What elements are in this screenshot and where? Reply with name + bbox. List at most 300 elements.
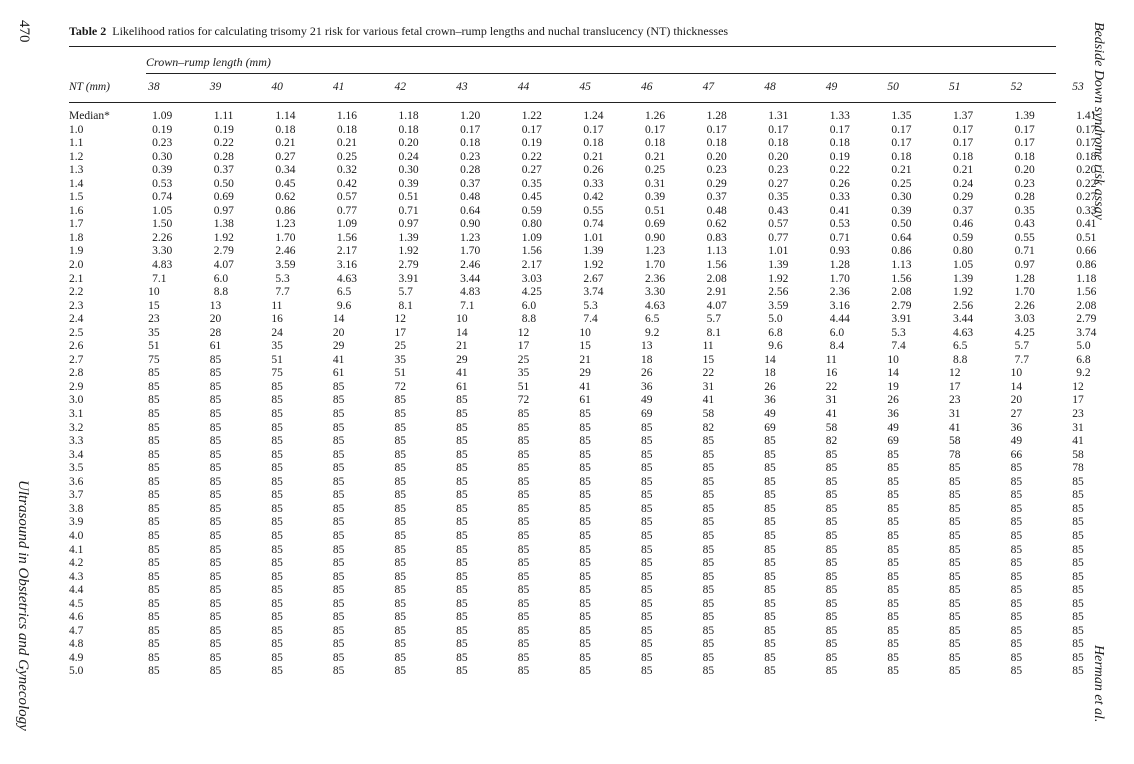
likelihood-ratio-cell: 0.21 <box>891 164 912 177</box>
nt-value: 1.4 <box>69 177 84 190</box>
table-row <box>69 300 1134 314</box>
likelihood-ratio-cell: 1.56 <box>706 259 727 272</box>
likelihood-ratio-cell: 85 <box>579 543 591 556</box>
likelihood-ratio-cell: 0.29 <box>706 177 727 190</box>
likelihood-ratio-cell: 85 <box>209 367 222 380</box>
likelihood-ratio-cell: 0.18 <box>953 150 974 163</box>
likelihood-ratio-cell: 0.42 <box>336 177 358 190</box>
likelihood-ratio-cell: 85 <box>148 408 160 421</box>
likelihood-ratio-cell: 61 <box>209 340 222 353</box>
likelihood-ratio-cell: 85 <box>825 624 838 637</box>
likelihood-ratio-cell: 58 <box>949 435 961 448</box>
likelihood-ratio-cell: 0.55 <box>1014 231 1035 244</box>
column-header-crl: 46 <box>640 81 653 94</box>
table-row <box>69 638 1134 652</box>
likelihood-ratio-cell: 85 <box>640 651 653 664</box>
likelihood-ratio-cell: 0.22 <box>521 150 542 163</box>
table-row <box>69 164 1134 178</box>
likelihood-ratio-cell: 1.92 <box>768 272 789 285</box>
likelihood-ratio-cell: 0.23 <box>1014 177 1035 190</box>
table-row <box>69 218 1134 232</box>
likelihood-ratio-cell: 0.55 <box>583 204 604 217</box>
likelihood-ratio-cell: 75 <box>148 353 160 366</box>
likelihood-ratio-cell: 85 <box>1010 665 1023 678</box>
likelihood-ratio-cell: 85 <box>825 665 838 678</box>
likelihood-ratio-cell: 85 <box>394 529 407 542</box>
likelihood-ratio-cell: 85 <box>209 489 222 502</box>
likelihood-ratio-cell: 4.07 <box>706 299 727 312</box>
nt-value: 4.3 <box>69 570 84 583</box>
likelihood-ratio-cell: 2.46 <box>460 259 481 272</box>
likelihood-ratio-cell: 85 <box>949 557 961 570</box>
likelihood-ratio-cell: 8.1 <box>706 326 721 339</box>
likelihood-ratio-cell: 14 <box>764 353 776 366</box>
likelihood-ratio-cell: 0.25 <box>644 164 666 177</box>
likelihood-ratio-cell: 85 <box>1072 597 1084 610</box>
likelihood-ratio-cell: 85 <box>1072 584 1084 597</box>
table-row <box>69 137 1134 151</box>
likelihood-ratio-cell: 0.17 <box>953 123 974 136</box>
likelihood-ratio-cell: 85 <box>209 665 222 678</box>
likelihood-ratio-cell: 85 <box>825 448 838 461</box>
likelihood-ratio-cell: 85 <box>825 611 838 624</box>
table-row <box>69 110 1134 124</box>
likelihood-ratio-cell: 85 <box>949 529 961 542</box>
likelihood-ratio-cell: 5.0 <box>768 313 783 326</box>
likelihood-ratio-cell: 0.97 <box>213 204 234 217</box>
likelihood-ratio-cell: 0.71 <box>398 204 419 217</box>
likelihood-ratio-cell: 85 <box>517 475 530 488</box>
likelihood-ratio-cell: 1.14 <box>275 110 296 122</box>
likelihood-ratio-cell: 85 <box>456 394 468 407</box>
likelihood-ratio-cell: 0.62 <box>275 191 296 204</box>
likelihood-ratio-cell: 0.18 <box>1076 150 1097 163</box>
likelihood-ratio-cell: 5.7 <box>398 286 413 299</box>
likelihood-ratio-cell: 1.92 <box>953 286 974 299</box>
likelihood-ratio-cell: 20 <box>1010 394 1023 407</box>
likelihood-ratio-cell: 0.21 <box>953 164 974 177</box>
table-row <box>69 259 1134 273</box>
nt-value: 2.0 <box>69 259 84 272</box>
likelihood-ratio-cell: 0.51 <box>644 204 666 217</box>
likelihood-ratio-cell: 85 <box>1010 516 1023 529</box>
table-row <box>69 245 1134 259</box>
likelihood-ratio-cell: 85 <box>887 502 899 515</box>
likelihood-ratio-cell: 85 <box>764 448 776 461</box>
likelihood-ratio-cell: 24 <box>271 326 283 339</box>
likelihood-ratio-cell: 1.56 <box>891 272 912 285</box>
table-label: Table 2 <box>69 24 107 38</box>
likelihood-ratio-cell: 85 <box>702 435 715 448</box>
likelihood-ratio-cell: 0.22 <box>213 137 234 150</box>
likelihood-ratio-cell: 29 <box>579 367 591 380</box>
likelihood-ratio-cell: 0.59 <box>521 204 542 217</box>
likelihood-ratio-cell: 1.09 <box>521 231 542 244</box>
likelihood-ratio-cell: 2.79 <box>398 259 419 272</box>
likelihood-ratio-cell: 2.79 <box>891 299 912 312</box>
table-row <box>69 665 1134 679</box>
likelihood-ratio-cell: 85 <box>764 611 776 624</box>
likelihood-ratio-cell: 85 <box>271 529 283 542</box>
likelihood-ratio-cell: 0.19 <box>521 137 542 150</box>
likelihood-ratio-cell: 20 <box>209 313 222 326</box>
likelihood-ratio-cell: 85 <box>702 665 715 678</box>
likelihood-ratio-cell: 0.90 <box>460 218 481 231</box>
likelihood-ratio-cell: 14 <box>456 326 468 339</box>
likelihood-ratio-cell: 85 <box>148 651 160 664</box>
likelihood-ratio-cell: 85 <box>332 624 345 637</box>
likelihood-ratio-cell: 85 <box>949 543 961 556</box>
likelihood-ratio-cell: 1.37 <box>953 110 974 122</box>
likelihood-ratio-cell: 1.31 <box>768 110 789 122</box>
nt-value: 2.5 <box>69 326 84 339</box>
likelihood-ratio-cell: 0.22 <box>1076 177 1097 190</box>
likelihood-ratio-cell: 18 <box>764 367 776 380</box>
likelihood-ratio-cell: 85 <box>332 380 345 393</box>
likelihood-ratio-cell: 85 <box>1010 489 1023 502</box>
likelihood-ratio-cell: 85 <box>394 435 407 448</box>
likelihood-ratio-cell: 85 <box>332 448 345 461</box>
column-header-row <box>69 80 1134 102</box>
likelihood-ratio-cell: 85 <box>394 516 407 529</box>
likelihood-ratio-cell: 0.66 <box>1076 245 1097 258</box>
likelihood-ratio-cell: 85 <box>579 529 591 542</box>
likelihood-ratio-cell: 85 <box>456 543 468 556</box>
likelihood-ratio-cell: 85 <box>640 624 653 637</box>
likelihood-ratio-cell: 49 <box>764 408 776 421</box>
likelihood-ratio-cell: 1.70 <box>275 231 296 244</box>
likelihood-ratio-cell: 0.90 <box>644 231 666 244</box>
likelihood-ratio-cell: 85 <box>764 597 776 610</box>
likelihood-ratio-cell: 61 <box>456 380 468 393</box>
likelihood-ratio-cell: 0.51 <box>398 191 419 204</box>
likelihood-ratio-cell: 8.1 <box>398 299 413 312</box>
likelihood-ratio-cell: 85 <box>209 353 222 366</box>
nt-value: 3.1 <box>69 408 84 421</box>
likelihood-ratio-cell: 85 <box>579 557 591 570</box>
likelihood-ratio-cell: 85 <box>209 611 222 624</box>
likelihood-ratio-cell: 85 <box>209 394 222 407</box>
likelihood-ratio-cell: 1.20 <box>460 110 481 122</box>
likelihood-ratio-cell: 6.0 <box>213 272 229 285</box>
likelihood-ratio-cell: 85 <box>456 611 468 624</box>
likelihood-ratio-cell: 85 <box>825 502 838 515</box>
likelihood-ratio-cell: 85 <box>825 638 838 651</box>
likelihood-ratio-cell: 85 <box>517 597 530 610</box>
likelihood-ratio-cell: 41 <box>332 353 345 366</box>
likelihood-ratio-cell: 4.63 <box>644 299 666 312</box>
likelihood-ratio-cell: 13 <box>209 299 222 312</box>
table-row <box>69 489 1134 503</box>
likelihood-ratio-cell: 6.5 <box>644 313 660 326</box>
likelihood-ratio-cell: 0.53 <box>829 218 850 231</box>
nt-value: 1.7 <box>69 218 84 231</box>
likelihood-ratio-cell: 85 <box>579 624 591 637</box>
likelihood-ratio-cell: 85 <box>764 570 776 583</box>
likelihood-ratio-cell: 85 <box>332 516 345 529</box>
column-header-crl: 41 <box>332 81 345 94</box>
table-row <box>69 205 1134 219</box>
likelihood-ratio-cell: 0.18 <box>891 150 912 163</box>
likelihood-ratio-cell: 85 <box>394 624 407 637</box>
likelihood-ratio-cell: 51 <box>271 353 283 366</box>
likelihood-ratio-cell: 0.48 <box>460 191 481 204</box>
nt-value: 4.5 <box>69 597 84 610</box>
likelihood-ratio-cell: 0.17 <box>953 137 974 150</box>
likelihood-ratio-cell: 49 <box>887 421 899 434</box>
likelihood-ratio-cell: 0.28 <box>1014 191 1035 204</box>
nt-value: 3.8 <box>69 502 84 515</box>
likelihood-ratio-cell: 19 <box>887 380 899 393</box>
table-row <box>69 340 1134 354</box>
likelihood-ratio-cell: 22 <box>702 367 715 380</box>
likelihood-ratio-cell: 18 <box>640 353 653 366</box>
likelihood-ratio-cell: 85 <box>640 557 653 570</box>
likelihood-ratio-cell: 85 <box>640 584 653 597</box>
likelihood-ratio-cell: 85 <box>949 462 961 475</box>
likelihood-ratio-cell: 85 <box>271 421 283 434</box>
likelihood-ratio-cell: 85 <box>332 651 345 664</box>
likelihood-ratio-cell: 85 <box>949 665 961 678</box>
likelihood-ratio-cell: 85 <box>1072 502 1084 515</box>
likelihood-ratio-cell: 10 <box>1010 367 1023 380</box>
likelihood-ratio-cell: 49 <box>640 394 653 407</box>
likelihood-ratio-cell: 0.20 <box>768 150 789 163</box>
likelihood-ratio-cell: 85 <box>702 475 715 488</box>
likelihood-ratio-cell: 85 <box>394 543 407 556</box>
likelihood-ratio-cell: 85 <box>1010 611 1023 624</box>
table-row <box>69 571 1134 585</box>
likelihood-ratio-cell: 9.2 <box>644 326 660 339</box>
likelihood-ratio-cell: 2.79 <box>213 245 234 258</box>
likelihood-ratio-cell: 2.91 <box>706 286 727 299</box>
likelihood-ratio-cell: 85 <box>640 489 653 502</box>
nt-value: 3.0 <box>69 394 84 407</box>
row-header: NT (mm) <box>69 81 111 94</box>
likelihood-ratio-cell: 0.20 <box>1014 164 1035 177</box>
likelihood-ratio-cell: 85 <box>949 597 961 610</box>
column-header-crl: 49 <box>825 81 838 94</box>
likelihood-ratio-cell: 85 <box>271 584 283 597</box>
nt-value: 1.3 <box>69 164 84 177</box>
likelihood-ratio-cell: 85 <box>394 489 407 502</box>
likelihood-ratio-cell: 35 <box>271 340 283 353</box>
likelihood-ratio-cell: 85 <box>949 502 961 515</box>
likelihood-ratio-cell: 85 <box>1072 489 1084 502</box>
likelihood-ratio-cell: 2.46 <box>275 245 296 258</box>
nt-value: 4.4 <box>69 584 84 597</box>
likelihood-ratio-cell: 85 <box>517 611 530 624</box>
likelihood-ratio-cell: 0.34 <box>275 164 296 177</box>
likelihood-ratio-cell: 85 <box>517 516 530 529</box>
likelihood-ratio-cell: 85 <box>456 475 468 488</box>
likelihood-ratio-cell: 85 <box>456 597 468 610</box>
likelihood-ratio-cell: 2.36 <box>644 272 666 285</box>
likelihood-ratio-cell: 85 <box>332 475 345 488</box>
likelihood-ratio-cell: 10 <box>148 286 160 299</box>
likelihood-ratio-cell: 85 <box>1010 529 1023 542</box>
likelihood-ratio-cell: 1.23 <box>644 245 666 258</box>
likelihood-ratio-cell: 26 <box>887 394 899 407</box>
likelihood-ratio-cell: 6.8 <box>768 326 783 339</box>
table-row <box>69 435 1134 449</box>
likelihood-ratio-cell: 0.18 <box>336 123 358 136</box>
likelihood-ratio-cell: 61 <box>579 394 591 407</box>
nt-value: 1.9 <box>69 245 84 258</box>
likelihood-ratio-cell: 1.39 <box>398 231 419 244</box>
nt-value: 3.7 <box>69 489 84 502</box>
likelihood-ratio-cell: 85 <box>517 557 530 570</box>
likelihood-ratio-cell: 51 <box>394 367 407 380</box>
likelihood-ratio-cell: 0.19 <box>213 123 234 136</box>
likelihood-ratio-cell: 85 <box>702 516 715 529</box>
likelihood-ratio-cell: 1.39 <box>953 272 974 285</box>
likelihood-ratio-cell: 85 <box>579 408 591 421</box>
likelihood-ratio-cell: 1.50 <box>152 218 173 231</box>
column-header-crl: 50 <box>887 81 899 94</box>
likelihood-ratio-cell: 5.7 <box>1014 340 1029 353</box>
likelihood-ratio-cell: 0.51 <box>1076 231 1097 244</box>
likelihood-ratio-cell: 0.23 <box>706 164 727 177</box>
nt-value: 3.6 <box>69 475 84 488</box>
likelihood-ratio-cell: 85 <box>764 489 776 502</box>
likelihood-ratio-cell: 0.17 <box>583 123 604 136</box>
likelihood-ratio-cell: 0.45 <box>275 177 296 190</box>
likelihood-ratio-cell: 0.80 <box>521 218 542 231</box>
likelihood-ratio-cell: 28 <box>209 326 222 339</box>
likelihood-ratio-cell: 3.74 <box>583 286 604 299</box>
nt-value: 4.1 <box>69 543 84 556</box>
likelihood-ratio-cell: 85 <box>271 475 283 488</box>
likelihood-ratio-cell: 85 <box>764 651 776 664</box>
likelihood-ratio-cell: 1.92 <box>583 259 604 272</box>
likelihood-ratio-cell: 0.28 <box>213 150 234 163</box>
likelihood-ratio-cell: 15 <box>579 340 591 353</box>
table-row <box>69 394 1134 408</box>
likelihood-ratio-cell: 85 <box>271 543 283 556</box>
likelihood-ratio-cell: 0.26 <box>583 164 604 177</box>
likelihood-ratio-cell: 85 <box>764 435 776 448</box>
likelihood-ratio-cell: 85 <box>702 611 715 624</box>
likelihood-ratio-cell: 4.07 <box>213 259 234 272</box>
likelihood-ratio-cell: 85 <box>332 489 345 502</box>
likelihood-ratio-cell: 0.19 <box>152 123 173 136</box>
likelihood-ratio-cell: 85 <box>394 665 407 678</box>
likelihood-ratio-cell: 85 <box>517 570 530 583</box>
table-row <box>69 313 1134 327</box>
likelihood-ratio-cell: 85 <box>517 584 530 597</box>
likelihood-ratio-cell: 85 <box>1010 651 1023 664</box>
likelihood-ratio-cell: 85 <box>394 502 407 515</box>
likelihood-ratio-cell: 85 <box>887 529 899 542</box>
likelihood-ratio-cell: 0.17 <box>521 123 542 136</box>
likelihood-ratio-cell: 6.5 <box>953 340 968 353</box>
likelihood-ratio-cell: 85 <box>517 502 530 515</box>
likelihood-ratio-cell: 27 <box>1010 408 1023 421</box>
table-row <box>69 273 1134 287</box>
likelihood-ratio-cell: 0.27 <box>1076 191 1097 204</box>
likelihood-ratio-cell: 85 <box>702 584 715 597</box>
likelihood-ratio-cell: 85 <box>702 597 715 610</box>
likelihood-ratio-cell: 3.16 <box>336 259 358 272</box>
likelihood-ratio-cell: 85 <box>579 489 591 502</box>
likelihood-ratio-cell: 0.37 <box>953 204 974 217</box>
likelihood-ratio-cell: 0.69 <box>213 191 234 204</box>
likelihood-ratio-cell: 3.91 <box>891 313 912 326</box>
likelihood-ratio-cell: 85 <box>209 557 222 570</box>
likelihood-ratio-cell: 0.35 <box>1014 204 1035 217</box>
likelihood-ratio-cell: 0.64 <box>460 204 481 217</box>
likelihood-ratio-cell: 9.2 <box>1076 367 1091 380</box>
likelihood-ratio-cell: 85 <box>702 570 715 583</box>
likelihood-ratio-cell: 85 <box>148 611 160 624</box>
likelihood-ratio-cell: 85 <box>148 448 160 461</box>
likelihood-ratio-cell: 85 <box>394 584 407 597</box>
likelihood-ratio-cell: 85 <box>1072 557 1084 570</box>
likelihood-ratio-cell: 36 <box>764 394 776 407</box>
likelihood-ratio-cell: 85 <box>702 651 715 664</box>
likelihood-ratio-cell: 85 <box>640 502 653 515</box>
likelihood-ratio-cell: 2.17 <box>336 245 358 258</box>
likelihood-ratio-cell: 85 <box>949 651 961 664</box>
likelihood-ratio-cell: 85 <box>271 435 283 448</box>
likelihood-ratio-cell: 85 <box>517 638 530 651</box>
likelihood-ratio-cell: 85 <box>271 557 283 570</box>
likelihood-ratio-cell: 1.92 <box>398 245 419 258</box>
likelihood-ratio-cell: 1.28 <box>706 110 727 122</box>
likelihood-ratio-cell: 8.8 <box>953 353 968 366</box>
likelihood-ratio-cell: 85 <box>764 462 776 475</box>
likelihood-ratio-cell: 49 <box>1010 435 1023 448</box>
table-row <box>69 652 1134 666</box>
likelihood-ratio-cell: 2.17 <box>521 259 542 272</box>
likelihood-ratio-cell: 85 <box>517 435 530 448</box>
likelihood-ratio-cell: 85 <box>332 570 345 583</box>
likelihood-ratio-cell: 1.70 <box>460 245 481 258</box>
likelihood-ratio-cell: 85 <box>394 638 407 651</box>
likelihood-ratio-cell: 85 <box>209 462 222 475</box>
likelihood-ratio-cell: 85 <box>332 394 345 407</box>
likelihood-ratio-cell: 58 <box>825 421 838 434</box>
likelihood-ratio-cell: 85 <box>579 502 591 515</box>
likelihood-ratio-cell: 85 <box>579 421 591 434</box>
likelihood-ratio-cell: 85 <box>579 516 591 529</box>
likelihood-ratio-cell: 85 <box>1072 624 1084 637</box>
table-row <box>69 367 1134 381</box>
likelihood-ratio-cell: 85 <box>1010 502 1023 515</box>
likelihood-ratio-cell: 0.39 <box>398 177 419 190</box>
likelihood-ratio-cell: 10 <box>887 353 899 366</box>
table-row <box>69 557 1134 571</box>
likelihood-ratio-cell: 85 <box>1010 597 1023 610</box>
likelihood-ratio-cell: 0.18 <box>644 137 666 150</box>
likelihood-ratio-cell: 85 <box>209 475 222 488</box>
likelihood-ratio-cell: 85 <box>394 570 407 583</box>
column-header-crl: 44 <box>517 81 530 94</box>
likelihood-ratio-cell: 6.8 <box>1076 353 1091 366</box>
likelihood-ratio-cell: 0.42 <box>583 191 604 204</box>
likelihood-ratio-cell: 75 <box>271 367 283 380</box>
likelihood-ratio-cell: 85 <box>332 462 345 475</box>
likelihood-ratio-cell: 85 <box>332 529 345 542</box>
likelihood-ratio-cell: 85 <box>640 611 653 624</box>
table-row <box>69 327 1134 341</box>
likelihood-ratio-cell: 0.30 <box>398 164 419 177</box>
likelihood-ratio-cell: 1.41 <box>1076 110 1097 122</box>
likelihood-ratio-cell: 0.39 <box>152 164 173 177</box>
likelihood-ratio-cell: 0.17 <box>768 123 789 136</box>
likelihood-ratio-cell: 7.1 <box>460 299 475 312</box>
